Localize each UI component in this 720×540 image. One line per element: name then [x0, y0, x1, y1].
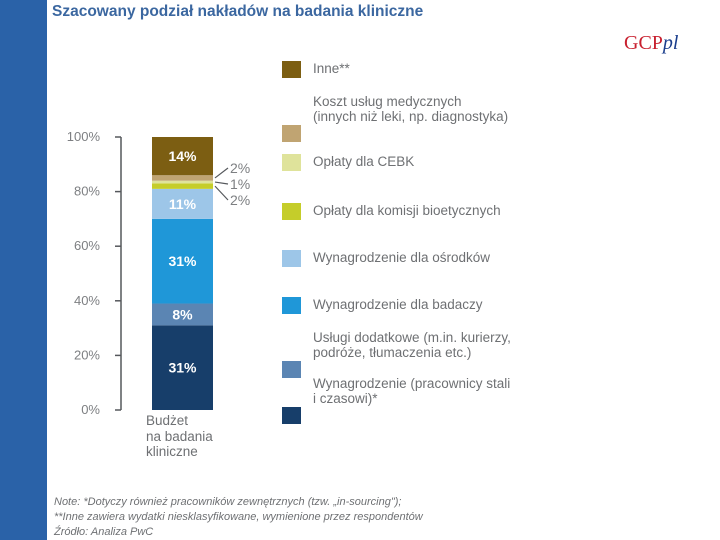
segment-value-label: 2% [230, 160, 251, 176]
y-tick-label: 80% [73, 183, 100, 199]
note-line-2: **Inne zawiera wydatki niesklasyfikowane, wymienione przez respondentów [54, 511, 423, 523]
y-tick-label: 0% [81, 402, 100, 417]
legend-swatch [282, 125, 301, 142]
gcppl-logo: GCPpl [624, 32, 679, 54]
category-label-line: na badania [146, 428, 213, 444]
legend-label: Inne** [313, 61, 350, 76]
legend-swatch [282, 297, 301, 314]
legend-label: Wynagrodzenie dla badaczy [313, 297, 483, 312]
leader-line [215, 186, 228, 200]
segment-value-label: 8% [172, 306, 193, 323]
bar-segment [152, 181, 213, 184]
segment-value-label: 31% [168, 253, 197, 270]
notes [54, 495, 423, 540]
category-label-line: kliniczne [146, 444, 198, 459]
leader-line [215, 182, 228, 184]
legend-swatch [282, 250, 301, 267]
note-source: Źródło: Analiza PwC [54, 526, 154, 538]
legend-label: Wynagrodzenie dla ośrodków [313, 250, 490, 265]
note-line-1: Note: *Dotyczy również pracowników zewnętrznych (tzw. „in-sourcing"); [54, 496, 402, 508]
legend-swatch [282, 203, 301, 220]
category-label-line: Budżet [146, 413, 189, 428]
legend-label: Usługi dodatkowe (m.in. kurierzy, podróże, tłumaczenia etc.) [313, 330, 511, 360]
legend-label: Opłaty dla CEBK [313, 154, 415, 169]
bar-segment [152, 183, 213, 188]
leader-line [215, 168, 228, 178]
segment-value-label: 31% [168, 359, 197, 376]
segment-value-label: 11% [168, 195, 197, 212]
legend-swatch [282, 361, 301, 378]
legend-swatch [282, 154, 301, 171]
bar-segment [152, 175, 213, 180]
legend-label: Opłaty dla komisji bioetycznych [313, 203, 501, 218]
y-tick-label: 60% [73, 238, 100, 254]
segment-value-label: 2% [230, 192, 251, 208]
segment-value-label: 14% [168, 148, 197, 165]
legend-swatch [282, 61, 301, 78]
y-tick-label: 20% [73, 347, 100, 363]
segment-value-label: 1% [230, 176, 251, 192]
y-tick-label: 40% [73, 292, 100, 308]
chart-title: Szacowany podział nakładów na badania kliniczne [52, 3, 424, 20]
y-tick-label: 100% [66, 129, 100, 144]
legend-label: Koszt usług medycznych (innych niż leki, np. diagnostyka) [313, 94, 509, 124]
category-label [146, 413, 256, 460]
legend-label: Wynagrodzenie (pracownicy stali i czasowi)* [313, 376, 511, 406]
legend-swatch [282, 407, 301, 424]
